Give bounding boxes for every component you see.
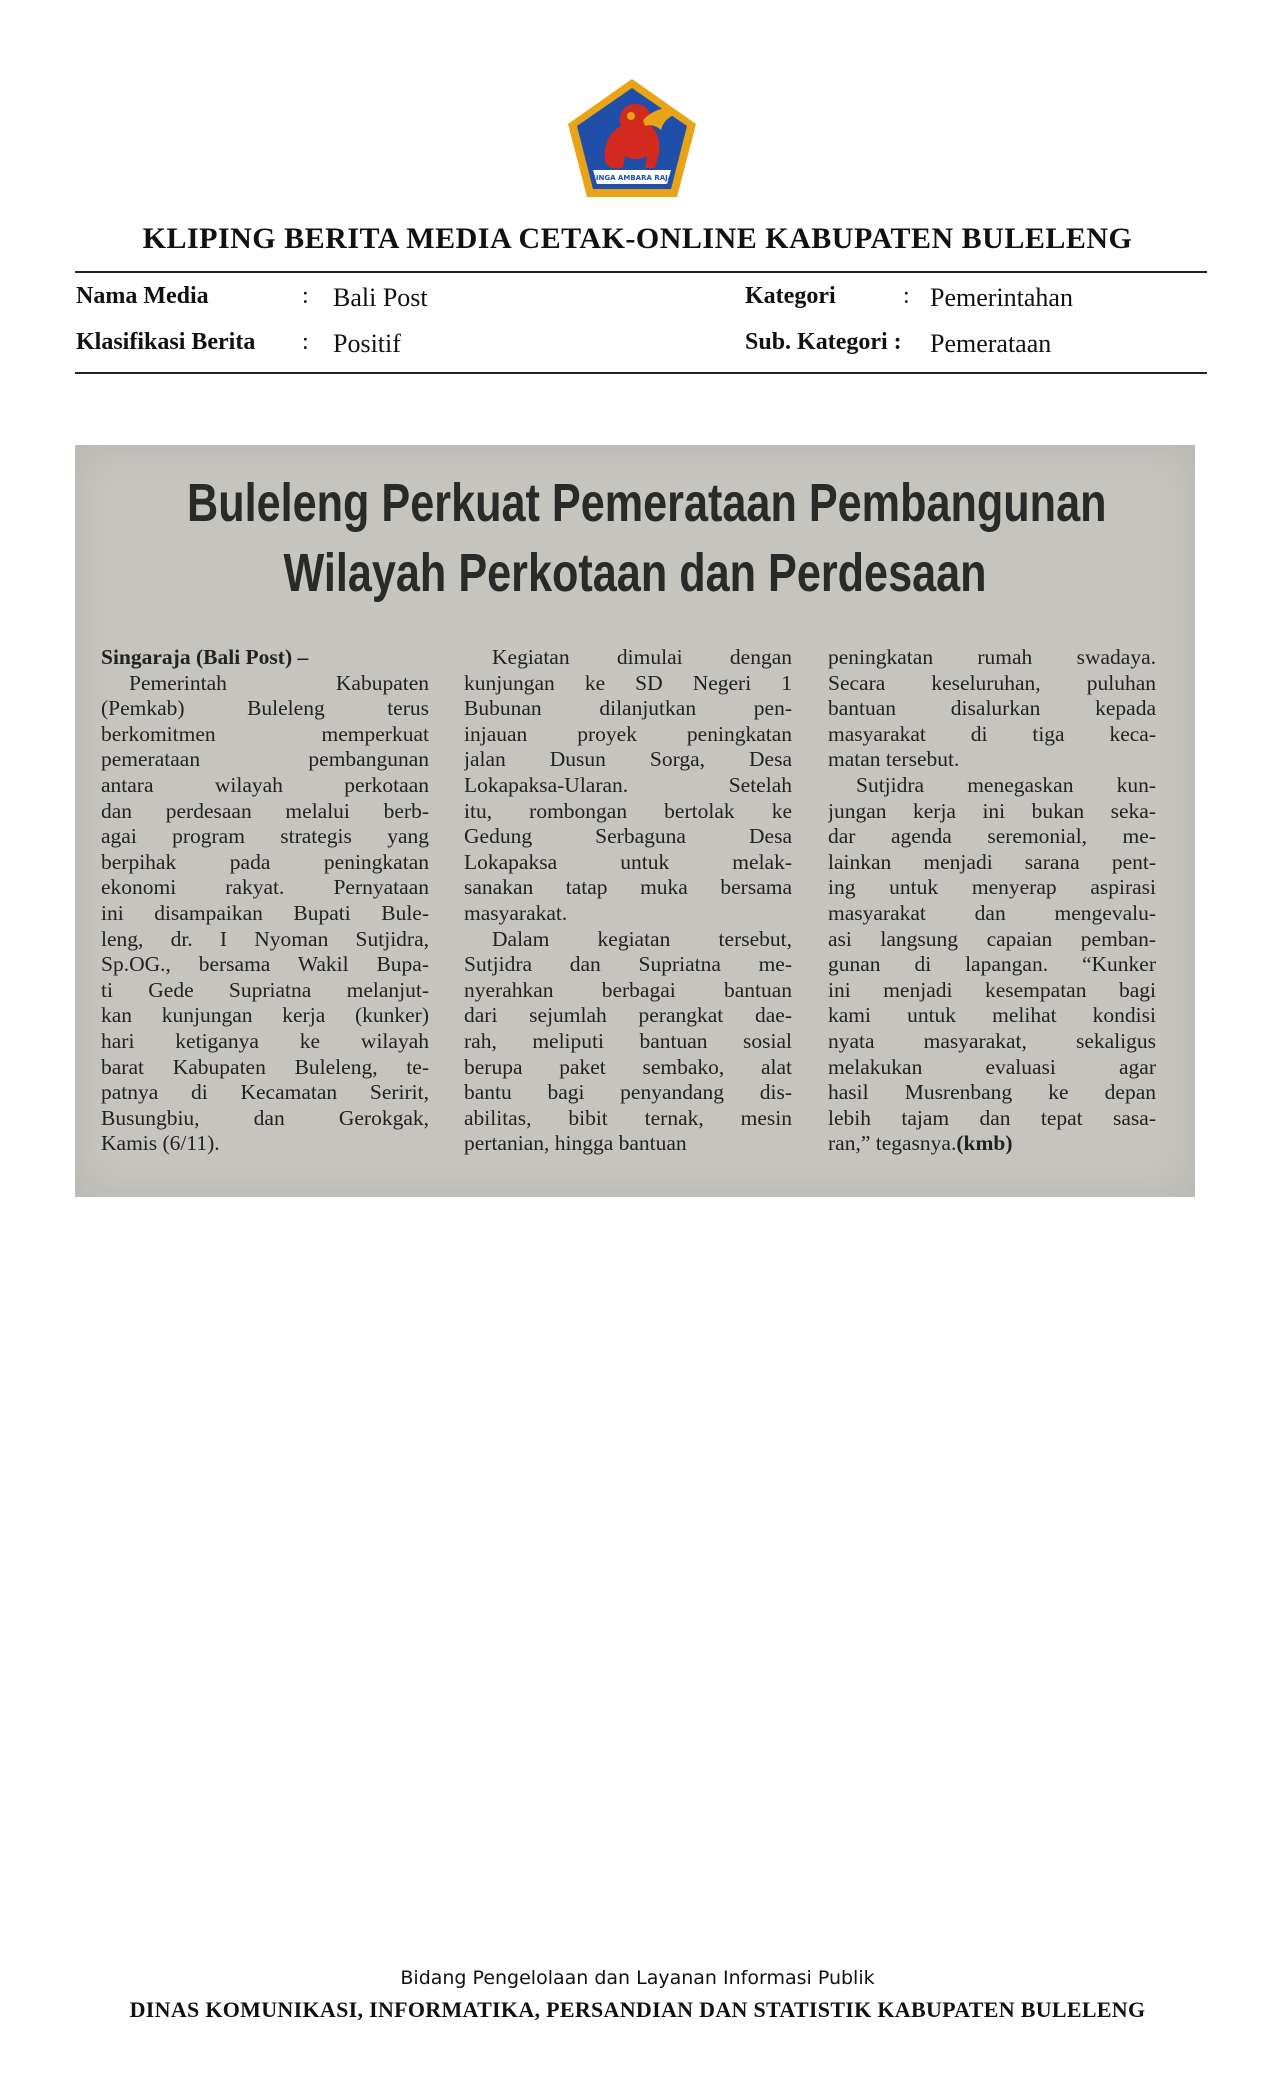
article-line: peningkatan rumah swadaya. — [828, 645, 1156, 669]
article-line: ini menjadi kesempatan bagi — [828, 977, 1156, 1002]
article-line: melakukan evaluasi agar — [828, 1054, 1156, 1079]
article-line: bantu bagi penyandang dis- — [464, 1080, 792, 1105]
article-line: Sutjidra dan Supriatna me- — [464, 952, 792, 977]
klasifikasi-value: Positif — [333, 329, 401, 358]
article-line: itu, rombongan bertolak ke — [464, 798, 792, 823]
article-column-1 — [101, 645, 429, 1157]
subkategori-label: Sub. Kategori : — [745, 329, 902, 355]
article-line: ran,” tegasnya.(kmb) — [828, 1131, 1013, 1156]
article-line: Sp.OG., bersama Wakil Bupa- — [101, 952, 429, 977]
article-line: Sutjidra menegaskan kun- — [856, 772, 1156, 797]
kategori-value: Pemerintahan — [930, 283, 1073, 312]
article-line: ekonomi rakyat. Pernyataan — [101, 875, 429, 900]
article-column-3 — [828, 645, 1156, 1157]
article-line: masyarakat di tiga keca- — [828, 721, 1156, 746]
article-line: lainkan menjadi sarana pent- — [828, 849, 1156, 874]
article-column-2 — [464, 645, 792, 1157]
article-line: ti Gede Supriatna melanjut- — [101, 977, 429, 1002]
article-line: kunjungan ke SD Negeri 1 — [464, 670, 792, 695]
klasifikasi-label: Klasifikasi Berita — [76, 329, 256, 355]
article-line: berpihak pada peningkatan — [101, 849, 429, 874]
media-value: Bali Post — [333, 283, 428, 312]
article-line: kan kunjungan kerja (kunker) — [101, 1003, 429, 1028]
logo-motto: SINGA AMBARA RAJA — [590, 174, 674, 182]
article-line: kami untuk melihat kondisi — [828, 1003, 1156, 1028]
article-line: hasil Musrenbang ke depan — [828, 1080, 1156, 1105]
article-headline-line2: Wilayah Perkotaan dan Perdesaan — [283, 543, 987, 603]
klasifikasi-colon: : — [302, 329, 309, 355]
article-line: Dalam kegiatan tersebut, — [492, 926, 792, 951]
footer-agency: DINAS KOMUNIKASI, INFORMATIKA, PERSANDIAN DAN STATISTIK KABUPATEN BULELENG — [129, 1997, 1146, 2022]
article-line: Lokapaksa untuk melak- — [464, 849, 792, 874]
article-line: Secara keseluruhan, puluhan — [828, 670, 1156, 695]
article-line: pertanian, hingga bantuan — [464, 1131, 687, 1156]
article-line: ini disampaikan Bupati Bule- — [101, 900, 429, 925]
header-rule-top — [75, 271, 1207, 273]
article-line: Kamis (6/11). — [101, 1131, 220, 1156]
article-line: Pemerintah Kabupaten — [129, 670, 429, 695]
subkategori-value: Pemerataan — [930, 329, 1052, 358]
article-line: patnya di Kecamatan Seririt, — [101, 1080, 429, 1105]
article-line: sanakan tatap muka bersama — [464, 875, 792, 900]
article-line: antara wilayah perkotaan — [101, 772, 429, 797]
article-line: leng, dr. I Nyoman Sutjidra, — [101, 926, 429, 951]
article-line: ing untuk menyerap aspirasi — [828, 875, 1156, 900]
article-line: dan perdesaan melalui berb- — [101, 798, 429, 823]
article-line: berkomitmen memperkuat — [101, 721, 429, 746]
kategori-colon: : — [903, 283, 910, 309]
article-line: Lokapaksa-Ularan. Setelah — [464, 772, 792, 797]
article-line: rah, meliputi bantuan sosial — [464, 1028, 792, 1053]
article-line: berupa paket sembako, alat — [464, 1054, 792, 1079]
article-line: bantuan disalurkan kepada — [828, 696, 1156, 721]
article-line: dari sejumlah perangkat dae- — [464, 1003, 792, 1028]
coat-of-arms-logo — [565, 76, 699, 200]
article-line: jalan Dusun Sorga, Desa — [464, 747, 792, 772]
article-byline: (kmb) — [956, 1131, 1013, 1156]
article-line: nyerahkan berbagai bantuan — [464, 977, 792, 1002]
article-line: lebih tajam dan tepat sasa- — [828, 1105, 1156, 1130]
footer-department: Bidang Pengelolaan dan Layanan Informasi Publik — [400, 1967, 875, 1989]
article-line: asi langsung capaian pemban- — [828, 926, 1156, 951]
header-rule-bottom — [75, 372, 1207, 374]
article-line: Gedung Serbaguna Desa — [464, 824, 792, 849]
article-line: hari ketiganya ke wilayah — [101, 1028, 429, 1053]
article-line: gunan di lapangan. “Kunker — [828, 952, 1156, 977]
article-line: masyarakat. — [464, 900, 568, 925]
media-colon: : — [302, 283, 309, 309]
article-line: (Pemkab) Buleleng terus — [101, 696, 429, 721]
media-label: Nama Media — [76, 283, 209, 309]
article-line: matan tersebut. — [828, 747, 960, 772]
article-line: Singaraja (Bali Post) – — [101, 645, 309, 669]
article-line: Busungbiu, dan Gerokgak, — [101, 1105, 429, 1130]
news-clipping — [75, 445, 1195, 1197]
article-line: Kegiatan dimulai dengan — [492, 645, 792, 669]
article-line: barat Kabupaten Buleleng, te- — [101, 1054, 429, 1079]
article-headline-line1: Buleleng Perkuat Pemerataan Pembangunan — [187, 473, 1107, 533]
article-line: Bubunan dilanjutkan pen- — [464, 696, 792, 721]
kategori-label: Kategori — [745, 283, 836, 309]
article-line: masyarakat dan mengevalu- — [828, 900, 1156, 925]
article-line: agai program strategis yang — [101, 824, 429, 849]
article-line: abilitas, bibit ternak, mesin — [464, 1105, 792, 1130]
article-line: pemerataan pembangunan — [101, 747, 429, 772]
article-line: dar agenda seremonial, me- — [828, 824, 1156, 849]
article-line: jungan kerja ini bukan seka- — [828, 798, 1156, 823]
page-title: KLIPING BERITA MEDIA CETAK-ONLINE KABUPATEN BULELENG — [142, 222, 1133, 255]
article-line: nyata masyarakat, sekaligus — [828, 1028, 1156, 1053]
article-line: injauan proyek peningkatan — [464, 721, 792, 746]
